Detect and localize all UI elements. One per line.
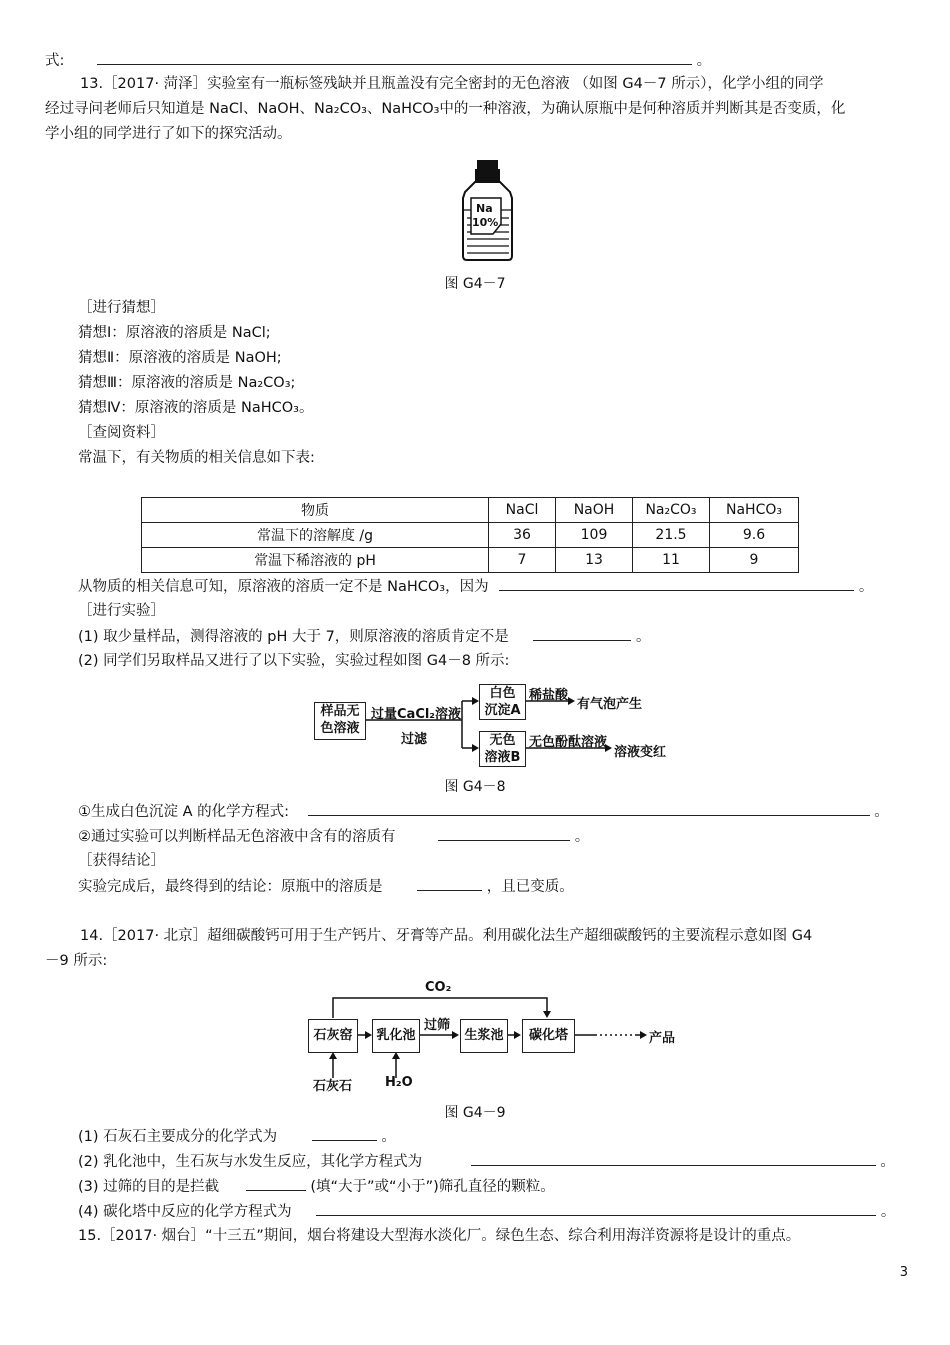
carbonation-tower-box: 碳化塔	[522, 1019, 575, 1053]
q13-line-3: 学小组的同学进行了如下的探究活动。	[45, 126, 292, 142]
gas-result-label: 有气泡产生	[577, 697, 643, 712]
slurry-tank-box: 生浆池	[460, 1019, 508, 1053]
table-header-cell: NaOH	[556, 498, 633, 523]
guess-heading: ［进行猜想］	[78, 300, 165, 316]
q14-item-1	[78, 1126, 396, 1147]
add-cacl2-label: 过量CaCl₂溶液	[371, 707, 462, 722]
experiment-2: (2) 同学们另取样品又进行了以下实验，实验过程如图 G4－8 所示:	[78, 653, 510, 669]
q14-item-4	[78, 1201, 895, 1222]
bottle-label-line-2: 10%	[472, 216, 499, 229]
table-header-cell: Na₂CO₃	[633, 498, 710, 523]
conclusion-heading: ［获得结论］	[78, 853, 165, 869]
answer-blank[interactable]	[312, 1126, 377, 1141]
sub-question-2-suffix: 。	[574, 829, 590, 845]
phenolphthalein-label: 无色酚酞溶液	[529, 735, 608, 750]
figure-caption-g4-7: 图 G4－7	[444, 276, 506, 292]
co2-label: CO₂	[425, 980, 452, 995]
table-header-cell: NaHCO₃	[710, 498, 799, 523]
q14-item-4-suffix: 。	[880, 1204, 896, 1220]
answer-blank[interactable]	[316, 1201, 876, 1216]
answer-blank[interactable]	[471, 1151, 876, 1166]
figure-caption-g4-9: 图 G4－9	[444, 1105, 506, 1121]
lookup-intro: 常温下，有关物质的相关信息如下表:	[78, 450, 315, 466]
limestone-label: 石灰石	[313, 1079, 353, 1094]
deduce-text: 从物质的相关信息可知，原溶液的溶质一定不是 NaHCO₃，因为	[78, 579, 489, 595]
sample-box-line-2: 色溶液	[320, 721, 360, 736]
guess-3: 猜想Ⅲ：原溶液的溶质是 Na₂CO₃;	[78, 375, 296, 391]
q14-item-3-suffix: (填“大于”或“小于”)筛孔直径的颗粒。	[310, 1179, 555, 1195]
table-header-cell: 物质	[142, 498, 489, 523]
lookup-heading: ［查阅资料］	[78, 425, 165, 441]
experiment-1-text: (1) 取少量样品，测得溶液的 pH 大于 7，则原溶液的溶质肯定不是	[78, 629, 509, 645]
page-number: 3	[899, 1265, 908, 1280]
deduce-suffix: 。	[858, 579, 874, 595]
q13-line-1: 13.［2017· 菏泽］实验室有一瓶标签残缺并且瓶盖没有完全密封的无色溶液 （如图 G4－7 所示），化学小组的同学	[80, 76, 824, 92]
precipitate-line-1: 白色	[489, 686, 516, 701]
table-cell: 109	[556, 523, 633, 548]
product-label: 产品	[649, 1031, 676, 1046]
solution-line-1: 无色	[489, 733, 516, 748]
q14-item-4-text: (4) 碳化塔中反应的化学方程式为	[78, 1204, 292, 1220]
conclusion-text: 实验完成后，最终得到的结论：原瓶中的溶质是	[78, 879, 383, 895]
sub-question-2-text: ②通过实验可以判断样品无色溶液中含有的溶质有	[78, 829, 396, 845]
experiment-heading: ［进行实验］	[78, 603, 165, 619]
q14-item-2-text: (2) 乳化池中，生石灰与水发生反应，其化学方程式为	[78, 1154, 423, 1170]
top-line-suffix: 。	[696, 53, 712, 69]
acid-label: 稀盐酸	[529, 688, 569, 703]
conclusion-suffix: ，且已变质。	[486, 879, 574, 895]
q14-item-3	[78, 1176, 555, 1197]
q14-item-3-text: (3) 过筛的目的是拦截	[78, 1179, 220, 1195]
q15-line-1: 15.［2017· 烟台］“十三五”期间，烟台将建设大型海水淡化厂。绿色生态、综合利用海洋资源将是设计的重点。	[78, 1228, 801, 1244]
experiment-1-suffix: 。	[636, 629, 651, 645]
table-cell: 21.5	[633, 523, 710, 548]
q14-line-1: 14.［2017· 北京］超细碳酸钙可用于生产钙片、牙膏等产品。利用碳化法生产超细碳酸钙的主要流程示意如图 G4	[80, 928, 813, 944]
q14-item-2-suffix: 。	[880, 1154, 895, 1170]
precipitate-line-2: 沉淀A	[484, 703, 521, 718]
q14-item-1-suffix: 。	[381, 1129, 396, 1145]
guess-4: 猜想Ⅳ：原溶液的溶质是 NaHCO₃。	[78, 400, 314, 416]
q14-line-2: －9 所示:	[45, 953, 108, 969]
sample-box-line-1: 样品无	[320, 704, 360, 719]
guess-1: 猜想Ⅰ：原溶液的溶质是 NaCl;	[78, 325, 271, 341]
table-cell: 13	[556, 548, 633, 573]
table-header-cell: NaCl	[489, 498, 556, 523]
lime-kiln-box: 石灰窑	[308, 1019, 358, 1053]
figure-caption-g4-8: 图 G4－8	[444, 779, 506, 795]
sieve-label: 过筛	[424, 1018, 451, 1033]
sub-question-1-suffix: 。	[874, 804, 889, 820]
table-cell: 9	[710, 548, 799, 573]
q14-item-2	[78, 1151, 895, 1172]
table-cell: 常温下的溶解度 /g	[142, 523, 489, 548]
table-cell: 常温下稀溶液的 pH	[142, 548, 489, 573]
table-cell: 9.6	[710, 523, 799, 548]
solution-line-2: 溶液B	[484, 750, 521, 765]
sub-question-1-text: ①生成白色沉淀 A 的化学方程式:	[78, 804, 290, 820]
filter-label: 过滤	[401, 732, 428, 747]
guess-2: 猜想Ⅱ：原溶液的溶质是 NaOH;	[78, 350, 282, 366]
table-cell: 36	[489, 523, 556, 548]
slaking-tank-box: 乳化池	[372, 1019, 420, 1053]
table-cell: 7	[489, 548, 556, 573]
top-line-prefix: 式:	[45, 53, 65, 69]
water-label: H₂O	[385, 1075, 413, 1090]
bottle-label-line-1: Na	[476, 202, 493, 215]
turns-red-label: 溶液变红	[614, 745, 667, 760]
q13-line-2: 经过寻问老师后只知道是 NaCl、NaOH、Na₂CO₃、NaHCO₃中的一种溶液，为确认原瓶中是何种溶质并判断其是否变质，化	[45, 101, 846, 117]
q14-item-1-text: (1) 石灰石主要成分的化学式为	[78, 1129, 278, 1145]
table-cell: 11	[633, 548, 710, 573]
answer-blank[interactable]	[246, 1176, 306, 1191]
